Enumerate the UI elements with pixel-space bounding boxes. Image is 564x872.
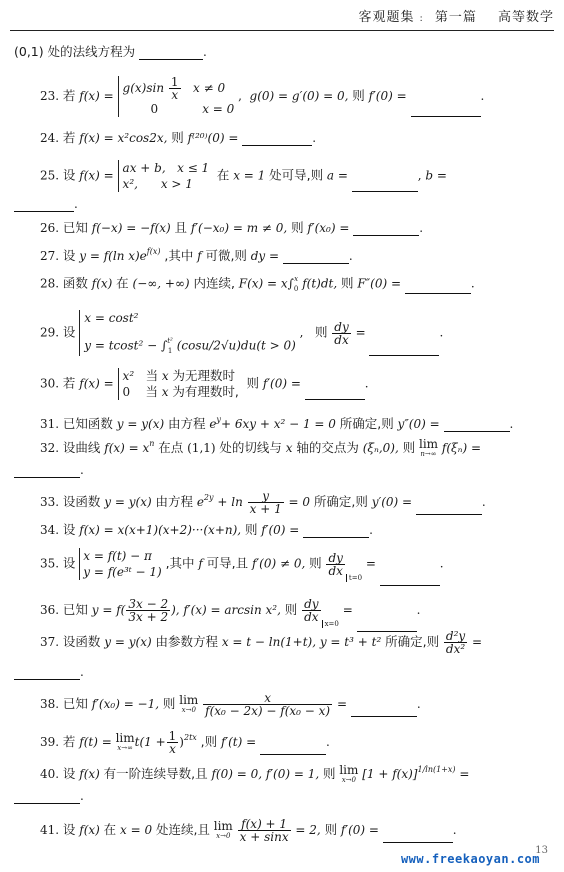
answer-blank[interactable]	[303, 525, 369, 538]
question-39: 39. 若 f(t) = lim x→∞ t(1 + $\frac{1}{x}$ )$^{2tx}$ ,则 f′(t) = .	[40, 729, 330, 756]
question-23: 23. 若 f(x) = g(x)sin $\frac{1}{x}$ x ≠ 0 0 x = 0 , g(0) = g′(0) = 0, 则 f′(0) = .	[40, 75, 485, 116]
question-27: 27. 设 y = f(ln $x)e^{f(x)}$ ,其中 f 可微,则 dy = .	[40, 247, 353, 263]
question-35: 35. 设 x = f(t) − π y = f(e³ᵗ − 1) ,其中 f 可导,且 f′(0) ≠ 0, 则 $\frac{dy}{dx}$ $_{t=0}$ = .	[40, 548, 564, 586]
question-38: 38. 已知 f′(x₀) = −1, 则 lim x→0 $\frac{x}{\text{f(x₀ − 2x) − f(x₀ − x)}}$ = .	[40, 691, 421, 718]
parametric: x = cost² y = tcost² − ∫ t² 1 (cosu/2√u)du(t > 0)	[79, 310, 296, 356]
piecewise: x² 当 x 为无理数时 0 当 x 为有理数时,	[118, 368, 239, 400]
page-number: 13	[535, 845, 548, 856]
question-33: 33. 设函数 y = y(x) 由方程 $e^{2y} + \ln$ $\frac{y}{x + 1}$ = 0 所确定,则 y′(0) = .	[40, 489, 486, 516]
question-24: 24. 若 f(x) = x²cos2x, 则 f⁽²⁰⁾(0) = .	[40, 130, 317, 145]
answer-blank[interactable]	[416, 502, 482, 515]
answer-blank[interactable]	[305, 387, 365, 400]
answer-blank[interactable]	[14, 465, 80, 478]
question-41: 41. 设 f(x) 在 x = 0 处连续,且 lim x→0 $\frac{f(x) + 1}{x + \sin x}$ = 2, 则 f′(0) = .	[40, 817, 457, 844]
question-36: 36. 已知 y = f( $\frac{3x - 2}{3x + 2}$ ), f′(x) = arcsin x², 则 $\frac{dy}{dx}$ $_{x=0}$ = .	[40, 598, 564, 632]
answer-blank[interactable]	[242, 133, 312, 146]
answer-blank-a[interactable]	[352, 179, 418, 192]
header-subject: 高等数学	[497, 10, 554, 25]
answer-blank[interactable]	[351, 704, 417, 717]
header-dot: :	[419, 14, 424, 24]
answer-blank[interactable]	[260, 742, 326, 755]
answer-blank[interactable]	[380, 573, 440, 586]
question-37-cont: .	[14, 664, 564, 680]
answer-blank[interactable]	[353, 223, 419, 236]
question-28: 28. 函数 f(x) 在 (−∞, +∞) 内连续, F(x) = x∫ x 0 f(t)dt, 则 F″(0) = .	[40, 275, 475, 293]
answer-blank[interactable]	[283, 251, 349, 264]
header-part: 第一篇	[434, 10, 477, 25]
question-25-cont: .	[14, 196, 564, 212]
watermark-url[interactable]: www.freekaoyan.com	[400, 852, 540, 866]
answer-blank[interactable]	[369, 343, 439, 356]
answer-blank[interactable]	[444, 419, 510, 432]
parametric: x = f(t) − π y = f(e³ᵗ − 1)	[79, 548, 161, 580]
page-header	[352, 6, 554, 25]
question-34: 34. 设 f(x) = x(x+1)(x+2)···(x+n), 则 f′(0) = .	[40, 522, 373, 537]
question-29: 29. 设 x = cost² y = tcost² − ∫ t² 1 (cosu/2√u)du(t > 0) , 则 $\frac{dy}{dx}$ = .	[40, 311, 444, 355]
question-30: 30. 若 f(x) = x² 当 x 为无理数时 0 当 x 为有理数时, 则 f′(0) = .	[40, 368, 369, 399]
piecewise: g(x)sin $\frac{1}{x}$ x ≠ 0 0 x = 0	[118, 76, 235, 117]
question-40-cont: .	[14, 788, 564, 804]
q22-tail: (0,1) 处的法线方程为 .	[14, 44, 207, 59]
question-40: 40. 设 f(x) 有一阶连续导数,且 f(0) = 0, f′(0) = 1, 则 lim x→0 $[1 + f(x)]^{1/ln(1+x)}$ =	[40, 762, 470, 784]
answer-blank[interactable]	[14, 667, 80, 680]
question-32-cont: .	[14, 462, 564, 478]
answer-blank[interactable]	[383, 830, 453, 843]
answer-blank[interactable]	[14, 791, 80, 804]
answer-blank[interactable]	[411, 104, 481, 117]
question-31: 31. 已知函数 y = y(x) 由方程 $e^y+ 6xy + x^2 - 1 = 0$ 所确定,则 y″(0) = .	[40, 415, 514, 431]
header-rule	[10, 30, 554, 31]
answer-blank[interactable]	[139, 47, 203, 60]
answer-blank[interactable]	[405, 281, 471, 294]
question-25: 25. 设 f(x) = ax + b, x ≤ 1 x², x > 1 在 x = 1 处可导,则 a = , b =	[40, 161, 447, 191]
header-book: 客观题集	[358, 10, 415, 25]
question-37: 37. 设函数 y = y(x) 由参数方程 x = t − ln(1+t), y = t³ + t² 所确定,则 $\frac{\text{d²y}}{\text{dx²}}$ =	[40, 629, 483, 656]
answer-blank-b[interactable]	[14, 199, 74, 212]
piecewise: ax + b, x ≤ 1 x², x > 1	[118, 160, 210, 192]
question-26: 26. 已知 f(−x) = −f(x) 且 f′(−x₀) = m ≠ 0, 则 f′(x₀) = .	[40, 220, 424, 235]
question-32: 32. 设曲线 $f(x) = x^n$ 在点 (1,1) 处的切线与 x 轴的交点为 (ξₙ,0), 则 lim n→∞ f(ξₙ) =	[40, 436, 482, 458]
